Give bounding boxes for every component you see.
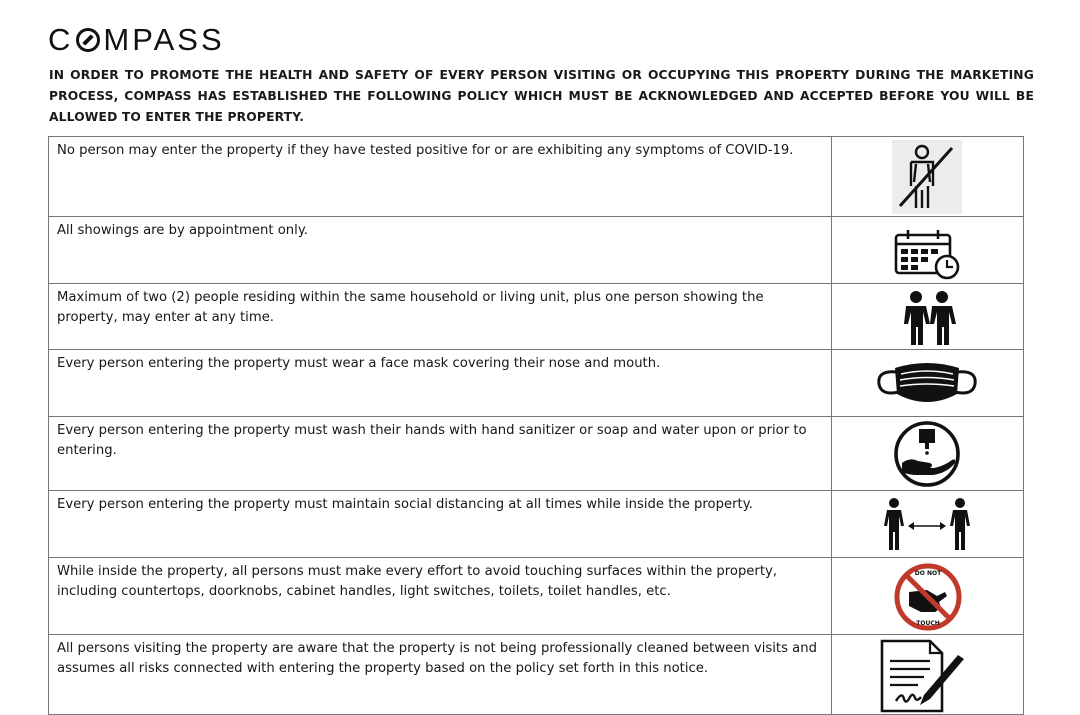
social-distance-icon xyxy=(884,496,970,554)
calendar-clock-icon xyxy=(892,227,966,281)
face-mask-icon xyxy=(875,358,979,408)
policy-row xyxy=(49,284,1024,350)
policy-icon-cell xyxy=(832,284,1024,350)
policy-row xyxy=(49,558,1024,635)
policy-text: Every person entering the property must wear a face mask covering their nose and mouth. xyxy=(49,350,832,417)
policy-icon-cell xyxy=(832,417,1024,491)
logo-text-start: C xyxy=(48,22,74,57)
policy-text: Maximum of two (2) people residing within the same household or living unit, plus one person showing the property, may enter at any time. xyxy=(49,284,832,350)
policy-row xyxy=(49,217,1024,284)
policy-row xyxy=(49,635,1024,715)
hand-sanitizer-icon xyxy=(892,419,962,489)
two-people-icon xyxy=(898,289,962,347)
policy-text: All persons visiting the property are aware that the property is not being professionally cleaned between visits and assumes all risks connected with entering the property based on the policy set forth in this notice. xyxy=(49,635,832,715)
policy-text: Every person entering the property must wash their hands with hand sanitizer or soap and water upon or prior to entering. xyxy=(49,417,832,491)
policy-text: While inside the property, all persons must make every effort to avoid touching surfaces within the property, including countertops, doorknobs, cabinet handles, light switches, toilets, toilet handles, etc. xyxy=(49,558,832,635)
policy-text: All showings are by appointment only. xyxy=(49,217,832,284)
policy-row xyxy=(49,137,1024,217)
no-sick-person-icon xyxy=(892,140,962,214)
policy-row xyxy=(49,417,1024,491)
compass-ring-icon xyxy=(76,28,100,52)
compass-logo xyxy=(48,22,225,58)
policy-text: Every person entering the property must maintain social distancing at all times while inside the property. xyxy=(49,491,832,558)
policy-text: No person may enter the property if they have tested positive for or are exhibiting any symptoms of COVID-19. xyxy=(49,137,832,217)
policy-table xyxy=(48,136,1024,715)
policy-icon-cell xyxy=(832,217,1024,284)
badge-do-not: DO NOT xyxy=(914,570,942,577)
policy-row xyxy=(49,491,1024,558)
policy-icon-cell xyxy=(832,491,1024,558)
policy-icon-cell xyxy=(832,635,1024,715)
document-sign-icon xyxy=(878,639,970,713)
do-not-touch-icon xyxy=(893,562,963,632)
intro-text: IN ORDER TO PROMOTE THE HEALTH AND SAFETY OF EVERY PERSON VISITING OR OCCUPYING THIS PROPERTY DURING THE MARKETING PROCESS, COMPASS HAS ESTABLISHED THE FOLLOWING POLICY WHICH MUST BE ACKNOWLEDGED AND ACCEPTED BEFORE YOU WILL BE ALLOWED TO ENTER THE PROPERTY. xyxy=(49,68,1034,124)
policy-icon-cell xyxy=(832,350,1024,417)
logo-text-end: MPASS xyxy=(103,22,225,57)
badge-touch: TOUCH xyxy=(916,620,940,627)
policy-icon-cell xyxy=(832,558,1024,635)
policy-icon-cell xyxy=(832,137,1024,217)
policy-row xyxy=(49,350,1024,417)
